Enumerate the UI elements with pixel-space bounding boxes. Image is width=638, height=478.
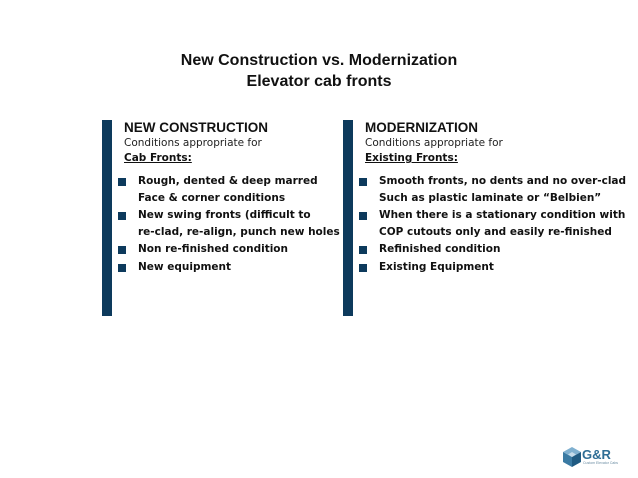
cube-logo-icon	[562, 446, 582, 468]
bullet-item	[118, 241, 340, 258]
bullet-item	[359, 259, 626, 276]
bullet-text: Such as plastic laminate or “Belbien”	[379, 191, 602, 204]
company-logo	[562, 446, 622, 468]
bullet-text: Non re-finished condition	[138, 243, 288, 255]
bullet-text: Refinished condition	[379, 243, 501, 255]
left-heading: NEW CONSTRUCTION	[124, 120, 268, 135]
bullet-item	[359, 207, 626, 240]
logo-tagline: Custom Elevator Cabs	[583, 461, 619, 465]
right-heading: MODERNIZATION	[365, 120, 478, 135]
left-subheading: Conditions appropriate for	[124, 137, 262, 149]
bullet-item	[359, 173, 626, 206]
left-subheading-label: Cab Fronts:	[124, 152, 192, 164]
bullet-text: When there is a stationary condition with	[379, 209, 626, 221]
left-accent-bar	[102, 120, 112, 316]
right-subheading-label: Existing Fronts:	[365, 152, 458, 164]
square-bullet-icon	[118, 264, 126, 272]
left-bullet-list	[118, 173, 340, 275]
square-bullet-icon	[118, 178, 126, 186]
bullet-text: Existing Equipment	[379, 260, 494, 273]
bullet-text: New equipment	[138, 260, 232, 273]
square-bullet-icon	[118, 212, 126, 220]
slide-title: New Construction vs. Modernization	[180, 52, 458, 69]
right-bullet-list	[359, 173, 626, 275]
bullet-item	[118, 207, 340, 240]
square-bullet-icon	[359, 212, 367, 220]
bullet-text: Face & corner conditions	[138, 191, 286, 204]
bullet-item	[118, 259, 340, 276]
bullet-text: re-clad, re-align, punch new holes	[138, 225, 340, 238]
right-subheading: Conditions appropriate for	[365, 137, 503, 149]
right-accent-bar	[343, 120, 353, 316]
bullet-text: New swing fronts (difficult to	[138, 209, 311, 221]
square-bullet-icon	[118, 246, 126, 254]
bullet-item	[118, 173, 340, 206]
slide-subtitle: Elevator cab fronts	[246, 73, 392, 90]
bullet-text: Smooth fronts, no dents and no over-clad	[379, 175, 627, 187]
logo-text: G&R	[582, 447, 611, 462]
bullet-text: COP cutouts only and easily re-finished	[379, 225, 612, 238]
square-bullet-icon	[359, 178, 367, 186]
bullet-text: Rough, dented & deep marred	[138, 175, 318, 187]
square-bullet-icon	[359, 246, 367, 254]
square-bullet-icon	[359, 264, 367, 272]
bullet-item	[359, 241, 626, 258]
